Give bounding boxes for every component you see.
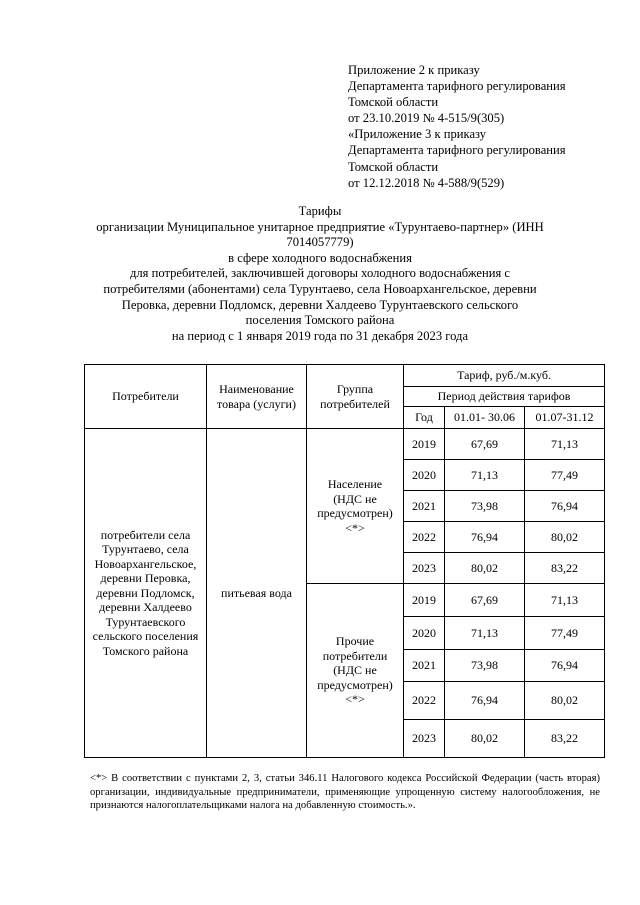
document-title xyxy=(80,204,560,344)
group-cell: Прочие потребители (НДС не предусмотрен) <*> xyxy=(307,584,404,758)
year-cell: 2022 xyxy=(404,522,445,553)
tariff-first-half: 73,98 xyxy=(445,650,525,682)
tariff-second-half: 76,94 xyxy=(525,491,605,522)
appendix-line: Приложение 2 к приказу xyxy=(348,63,480,77)
year-cell: 2019 xyxy=(404,584,445,617)
header-second-half: 01.07-31.12 xyxy=(525,407,605,429)
tariff-second-half: 71,13 xyxy=(525,584,605,617)
year-cell: 2019 xyxy=(404,429,445,460)
header-tariff: Тариф, руб./м.куб. xyxy=(404,365,605,387)
appendix-line: от 23.10.2019 № 4-515/9(305) xyxy=(348,111,505,126)
tariff-second-half: 71,13 xyxy=(525,429,605,460)
tariff-first-half: 76,94 xyxy=(445,522,525,553)
title-line: для потребителей, заключившей договоры холодного водоснабжения с xyxy=(129,266,511,281)
table-row xyxy=(85,429,605,460)
footnote: <*> В соответствии с пунктами 2, 3, статьи 346.11 Налогового кодекса Российской Федерации (часть вторая) организации, индивидуальные предприниматели, применяющие упрощенную систему налогообложения, не признаются налогоплательщиками налога на добавленную стоимость.». xyxy=(90,773,600,811)
header-first-half: 01.01- 30.06 xyxy=(445,407,525,429)
header-year: Год xyxy=(404,407,445,429)
year-cell: 2020 xyxy=(404,460,445,491)
tariff-first-half: 67,69 xyxy=(445,429,525,460)
header-product: Наименование товара (услуги) xyxy=(207,365,307,429)
year-cell: 2022 xyxy=(404,682,445,720)
product-cell: питьевая вода xyxy=(207,429,307,758)
tariff-first-half: 71,13 xyxy=(445,460,525,491)
tariff-second-half: 76,94 xyxy=(525,650,605,682)
tariff-first-half: 80,02 xyxy=(445,720,525,758)
title-line: на период с 1 января 2019 года по 31 декабря 2023 года xyxy=(171,328,469,343)
group-cell: Население (НДС не предусмотрен) <*> xyxy=(307,429,404,584)
tariff-first-half: 76,94 xyxy=(445,682,525,720)
appendix-line: «Приложение 3 к приказу xyxy=(348,127,487,142)
year-cell: 2021 xyxy=(404,491,445,522)
appendix-line: Томской области xyxy=(348,95,439,110)
tariff-second-half: 77,49 xyxy=(525,460,605,491)
tariff-second-half: 80,02 xyxy=(525,522,605,553)
tariff-first-half: 80,02 xyxy=(445,553,525,584)
title-line: в сфере холодного водоснабжения xyxy=(228,250,412,265)
year-cell: 2023 xyxy=(404,553,445,584)
tariff-second-half: 83,22 xyxy=(525,720,605,758)
title-line: 7014057779) xyxy=(286,235,354,250)
title-line: Перовка, деревни Подломск, деревни Халдеево Турунтаевского сельского xyxy=(121,297,519,312)
title-line: поселения Томского района xyxy=(245,313,395,328)
appendix-line: от 12.12.2018 № 4-588/9(529) xyxy=(348,175,505,190)
appendix-line: Томской области xyxy=(348,159,439,174)
tariff-first-half: 73,98 xyxy=(445,491,525,522)
consumers-cell: потребители села Турунтаево, села Новоархангельское, деревни Перовка, деревни Подломск, деревни Халдеево Турунтаевского сельского поселения Томского района xyxy=(85,429,207,758)
title-line: потребителями (абонентами) села Турунтаево, села Новоархангельское, деревни xyxy=(103,281,537,296)
header-period: Период действия тарифов xyxy=(404,387,605,407)
year-cell: 2020 xyxy=(404,617,445,650)
title-line: Тарифы xyxy=(298,204,342,218)
appendix-line: Департамента тарифного регулирования xyxy=(348,143,566,158)
title-line: организации Муниципальное унитарное предприятие «Турунтаево-партнер» (ИНН xyxy=(96,219,544,234)
year-cell: 2023 xyxy=(404,720,445,758)
year-cell: 2021 xyxy=(404,650,445,682)
tariff-second-half: 77,49 xyxy=(525,617,605,650)
appendix-reference xyxy=(348,62,618,191)
tariff-second-half: 80,02 xyxy=(525,682,605,720)
header-consumers: Потребители xyxy=(85,365,207,429)
appendix-line: Департамента тарифного регулирования xyxy=(348,79,566,94)
header-group: Группа потребителей xyxy=(307,365,404,429)
tariff-second-half: 83,22 xyxy=(525,553,605,584)
table-header-row xyxy=(85,365,605,387)
tariff-first-half: 67,69 xyxy=(445,584,525,617)
tariff-table xyxy=(84,364,605,758)
tariff-first-half: 71,13 xyxy=(445,617,525,650)
